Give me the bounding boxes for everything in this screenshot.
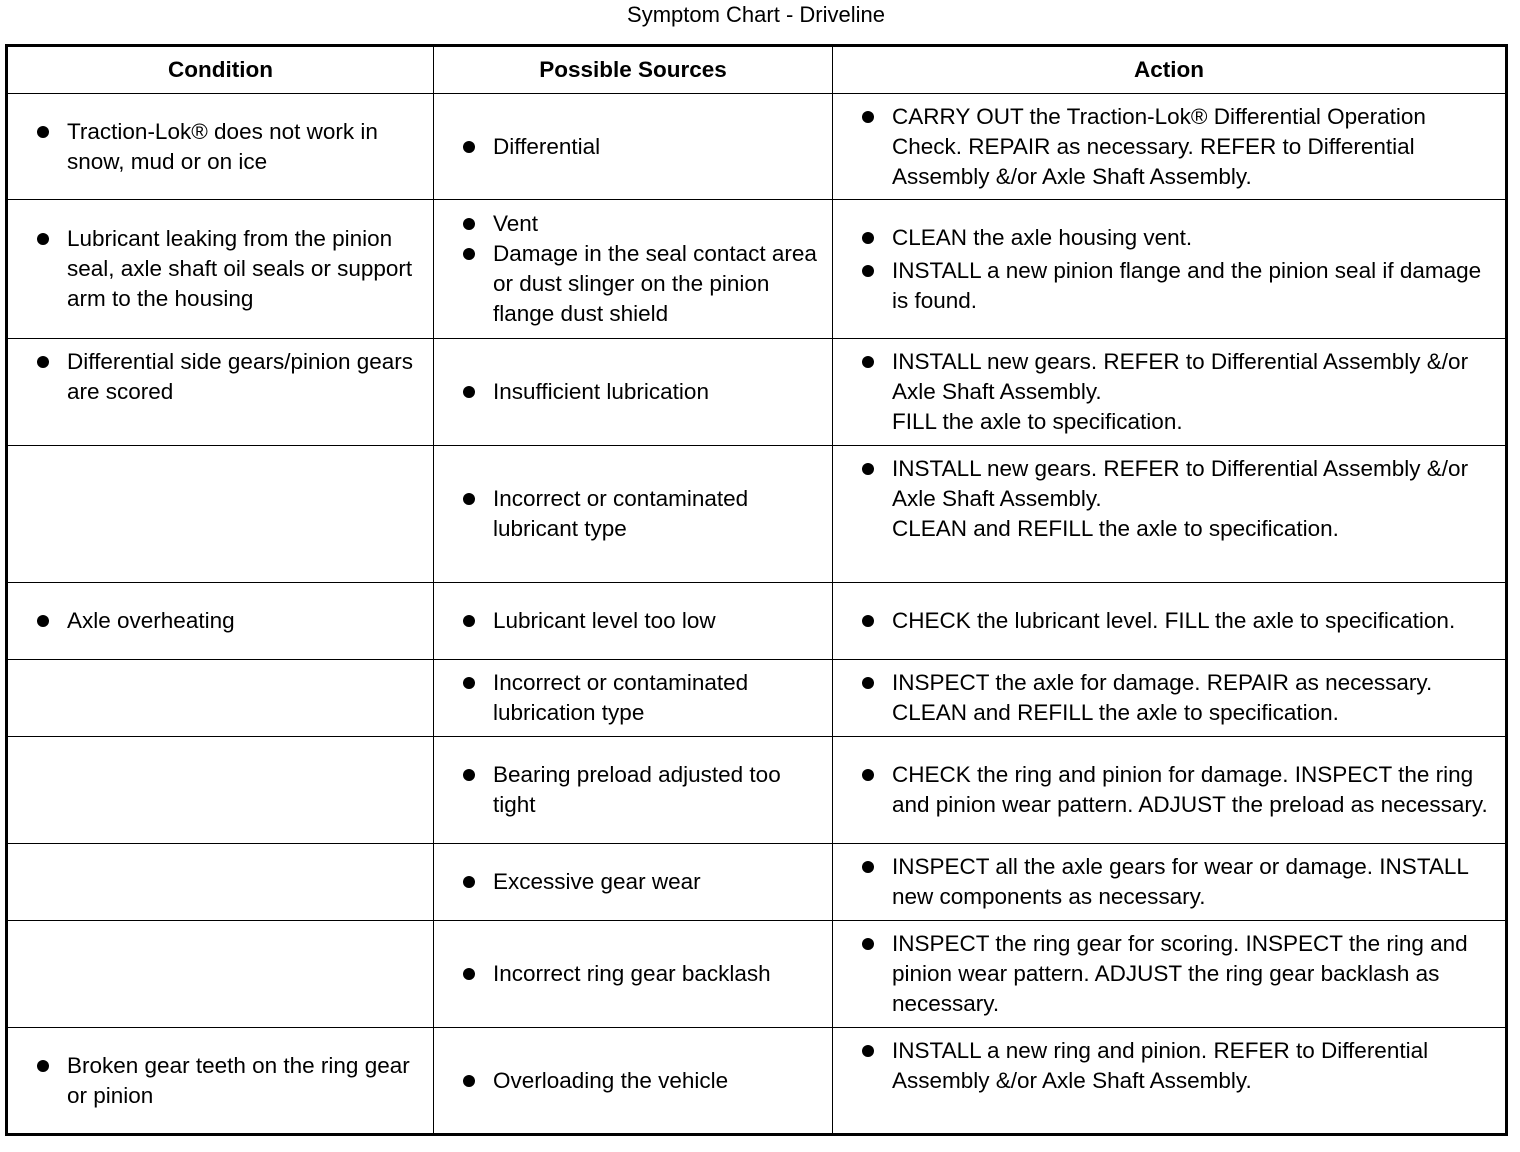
table-row [7,1028,1507,1135]
action-item: CHECK the ring and pinion for damage. INSPECT the ring and pinion wear pattern. ADJUST the preload as necessary. [859,760,1497,820]
action-cell [833,1028,1507,1135]
action-cell [833,583,1507,660]
action-cell [833,660,1507,737]
condition-text: Traction-Lok® does not work in snow, mud or on ice [34,117,425,177]
action-cell [833,844,1507,921]
action-cell [833,200,1507,339]
source-item: Damage in the seal contact area or dust slinger on the pinion flange dust shield [460,239,824,329]
source-item: Incorrect or contaminated lubricant type [460,484,824,544]
header-possible-sources: Possible Sources [434,46,833,94]
action-item: INSTALL a new pinion flange and the pinion seal if damage is found. [859,256,1497,316]
condition-cell [7,1028,434,1135]
sources-cell [434,921,833,1028]
action-cell [833,339,1507,446]
action-item: INSPECT the ring gear for scoring. INSPECT the ring and pinion wear pattern. ADJUST the ring gear backlash as necessary. [859,929,1497,1019]
table-row [7,583,1507,660]
action-cell [833,921,1507,1028]
action-continuation: CLEAN and REFILL the axle to specification. [892,516,1339,541]
condition-cell [7,583,434,660]
sources-cell [434,446,833,583]
condition-cell [7,339,434,446]
table-row [7,446,1507,583]
action-item: CLEAN the axle housing vent. [859,223,1497,253]
table-row [7,200,1507,339]
table-row [7,921,1507,1028]
condition-cell [7,660,434,737]
source-item: Overloading the vehicle [460,1066,824,1096]
sources-cell [434,844,833,921]
condition-cell [7,844,434,921]
table-row [7,339,1507,446]
action-item: INSTALL new gears. REFER to Differential Assembly &/or Axle Shaft Assembly. [859,347,1497,407]
table-row [7,844,1507,921]
sources-cell [434,737,833,844]
action-item: INSTALL a new ring and pinion. REFER to Differential Assembly &/or Axle Shaft Assembly. [859,1036,1497,1096]
action-item: INSTALL new gears. REFER to Differential Assembly &/or Axle Shaft Assembly. [859,454,1497,514]
source-item: Incorrect ring gear backlash [460,959,824,989]
sources-cell [434,200,833,339]
condition-text: Lubricant leaking from the pinion seal, axle shaft oil seals or support arm to the housing [34,224,425,314]
sources-cell [434,94,833,200]
condition-text: Broken gear teeth on the ring gear or pinion [34,1051,425,1111]
source-item: Insufficient lubrication [460,377,824,407]
action-cell [833,94,1507,200]
page-title: Symptom Chart - Driveline [627,2,885,27]
condition-cell [7,94,434,200]
action-item: INSPECT the axle for damage. REPAIR as necessary. CLEAN and REFILL the axle to specification. [859,668,1497,728]
symptom-table [5,44,1508,1136]
header-condition: Condition [7,46,434,94]
action-item: INSPECT all the axle gears for wear or damage. INSTALL new components as necessary. [859,852,1497,912]
table-row [7,660,1507,737]
source-item: Vent [460,209,824,239]
header-row [7,46,1507,94]
action-cell [833,446,1507,583]
action-continuation: FILL the axle to specification. [892,409,1183,434]
condition-text: Axle overheating [34,606,425,636]
header-action: Action [833,46,1507,94]
action-item: CARRY OUT the Traction-Lok® Differential Operation Check. REPAIR as necessary. REFER to Differential Assembly &/or Axle Shaft Assembly. [859,102,1497,192]
action-cell [833,737,1507,844]
condition-cell [7,921,434,1028]
table-row [7,94,1507,200]
sources-cell [434,660,833,737]
condition-cell [7,737,434,844]
condition-text: Differential side gears/pinion gears are scored [34,347,425,407]
sources-cell [434,583,833,660]
condition-cell [7,446,434,583]
action-item: CHECK the lubricant level. FILL the axle to specification. [859,606,1497,636]
condition-cell [7,200,434,339]
source-item: Lubricant level too low [460,606,824,636]
source-item: Differential [460,132,824,162]
source-item: Excessive gear wear [460,867,824,897]
source-item: Incorrect or contaminated lubrication type [460,668,824,728]
sources-cell [434,339,833,446]
table-row [7,737,1507,844]
sources-cell [434,1028,833,1135]
source-item: Bearing preload adjusted too tight [460,760,824,820]
